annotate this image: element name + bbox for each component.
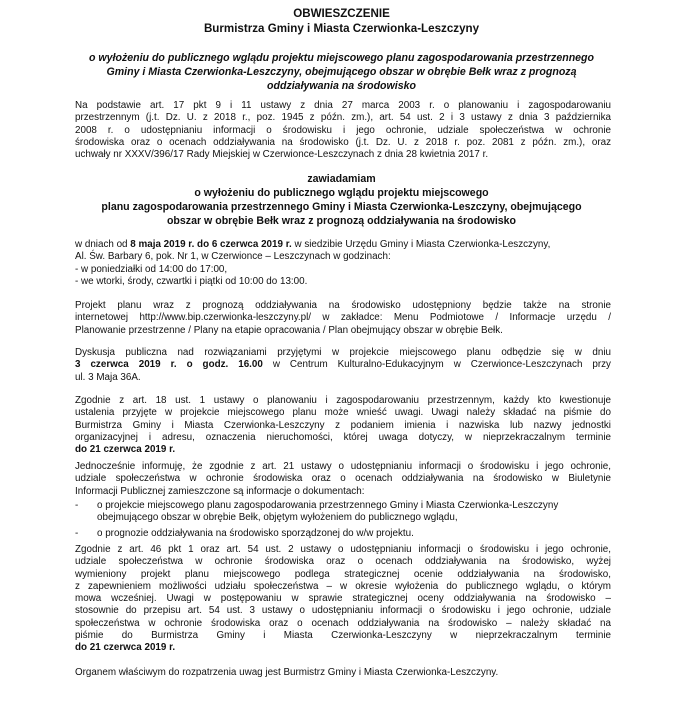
- online-line: Projekt planu wraz z prognozą oddziaływania na środowisko udostępniony będzie także na stronie: [75, 300, 611, 311]
- legal-basis-line: Na podstawie art. 17 pkt 9 i 11 ustawy z dnia 27 marca 2003 r. o planowaniu i zagospodarowaniu: [75, 100, 611, 111]
- legal-basis-line: 2008 r. o udostępnianiu informacji o środowisku i jego ochronie, udziale społeczeństwa w ochronie: [75, 124, 611, 136]
- document-title: OBWIESZCZENIE: [293, 7, 390, 20]
- bip-info-line: udziale społeczeństwa w ochronie środowiska oraz o ocenach oddziaływania na środowisko w Biuletynie: [75, 473, 611, 485]
- subject-line-2: Gminy i Miasta Czerwionka-Leszczyny, obejmującego obszar w obrębie Bełk wraz z prognozą: [106, 66, 577, 78]
- announce-word: zawiadamiam: [307, 173, 376, 185]
- subject-line-1: o wyłożeniu do publicznego wglądu projektu miejscowego planu zagospodarowania przestrzennego: [88, 52, 595, 64]
- discussion-date: 3 czerwca 2019 r. o godz. 16.00: [75, 359, 263, 371]
- issuer-title: Burmistrza Gminy i Miasta Czerwionka-Leszczyny: [203, 22, 480, 35]
- legal-basis-line: uchwały nr XXXV/396/17 Rady Miejskiej w Czerwionce-Leszczynach z dnia 28 kwietnia 2017 r.: [75, 149, 489, 161]
- bullet-line: obejmującego obszar w obrębie Bełk, objętym wyłożeniem do publicznego wglądu,: [97, 512, 458, 524]
- sea-line: udziale społeczeństwa w ochronie środowiska oraz o ocenach oddziaływania na środowisko, wyżej: [75, 556, 611, 568]
- sea-line: piśmie do Burmistrza Gminy i Miasta Czerwionka-Leszczyny w nieprzekraczalnym terminie: [75, 630, 611, 642]
- online-line: Planowanie przestrzenne / Plany na etapie opracowania / Plan obejmujący obszar w obrębie Bełk.: [75, 324, 503, 336]
- discussion-line: Dyskusja publiczna nad rozwiązaniami przyjętymi w projekcie miejscowego planu odbędzie się w dniu: [75, 347, 611, 358]
- bullet-line: o prognozie oddziaływania na środowisko sporządzonej do w/w projektu.: [97, 528, 414, 539]
- bullet-line: o projekcie miejscowego planu zagospodarowania przestrzennego Gminy i Miasta Czerwionka-Leszczyny: [97, 500, 559, 511]
- closing-line: Organem właściwym do rozpatrzenia uwag jest Burmistrz Gminy i Miasta Czerwionka-Leszczyny.: [75, 667, 499, 678]
- remarks-line: Zgodnie z art. 18 ust. 1 ustawy o planowaniu i zagospodarowaniu przestrzennym, każdy kto kwestionuje: [75, 395, 611, 406]
- sea-line: stosownie do przepisu art. 54 ust. 3 ustawy o udostępnianiu informacji o środowisku i jego ochronie, udziale: [75, 605, 611, 617]
- remarks-line: Burmistrza Gminy i Miasta Czerwionka-Leszczyny z podaniem imienia i nazwiska lub nazwy jednostki: [75, 419, 611, 431]
- sea-line: z zapewnieniem możliwości udziału społeczeństwa – w okresie wyłożenia do publicznego wglądu, o którym: [75, 580, 611, 592]
- announce-line-2: planu zagospodarowania przestrzennego Gminy i Miasta Czerwionka-Leszczyny, obejmującego: [101, 201, 582, 213]
- bullet-dash: -: [75, 528, 79, 539]
- subject-line-3: oddziaływania na środowisko: [267, 80, 416, 92]
- sea-paragraph: [75, 544, 611, 655]
- discussion-line: ul. 3 Maja 36A.: [75, 371, 141, 383]
- bip-info-line: Jednocześnie informuję, że zgodnie z art. 21 ustawy o udostępnianiu informacji o środowisku i jego ochronie,: [75, 461, 611, 472]
- closing-paragraph: [75, 667, 611, 679]
- list-item: [75, 528, 615, 541]
- legal-basis-line: przestrzennym (j.t. Dz. U. z 2018 r., poz. 1945 z późn. zm.), art. 54 ust. 2 i 3 ustawy z dnia 3 października: [75, 112, 611, 124]
- announce-line-1: o wyłożeniu do publicznego wglądu projektu miejscowego: [194, 187, 489, 199]
- exhibition-hours-tue-fri: - we wtorki, środy, czwartki i piątki od 10:00 do 13:00.: [75, 275, 308, 287]
- sea-line: społeczeństwa w ochronie środowiska oraz o ocenach oddziaływania na środowisko – należy składać na: [75, 617, 611, 629]
- sea-line: mowa wcześniej. Uwagi w postępowaniu w sprawie strategicznej oceny oddziaływania na środowisko –: [75, 593, 611, 605]
- bullet-dash: -: [75, 500, 79, 511]
- online-line: internetowej http://www.bip.czerwionka-leszczyny.pl/ w zakładce: Menu Podmiotowe / Informacje urzędu /: [75, 312, 611, 324]
- exhibition-dates-line: w dniach od 8 maja 2019 r. do 6 czerwca 2019 r. w siedzibie Urzędu Gminy i Miasta Czerwionka-Leszczyny,: [75, 239, 551, 250]
- remarks-line: organizacyjnej i adresu, oznaczenia nieruchomości, której uwaga dotyczy, w nieprzekraczalnym terminie: [75, 431, 611, 443]
- remarks-line: ustalenia przyjęte w projekcie miejscowego planu może wnieść uwagi. Uwagi należy składać na piśmie do: [75, 407, 611, 419]
- sea-line: wymieniony projekt planu miejscowego podlega strategicznej ocenie oddziaływania na środowisko,: [75, 568, 611, 580]
- bip-info-line: Informacji Publicznej zamieszczone są informacje o dokumentach:: [75, 485, 365, 497]
- legal-basis-paragraph: [75, 100, 611, 161]
- online-paragraph: [75, 300, 611, 337]
- exhibition-paragraph: [75, 239, 611, 288]
- bip-info-paragraph: [75, 461, 611, 498]
- list-item: [75, 500, 615, 526]
- legal-basis-line: środowiska oraz o ocenach oddziaływania na środowisko (j.t. Dz. U. z 2018 r. poz. 2081 z późn. zm.), oraz: [75, 136, 611, 148]
- remarks-paragraph: [75, 395, 611, 456]
- exhibition-dates: 8 maja 2019 r. do 6 czerwca 2019 r.: [130, 239, 292, 250]
- sea-line: Zgodnie z art. 46 pkt 1 oraz art. 54 ust. 2 ustawy o udostępnianiu informacji o środowisku i jego ochronie,: [75, 544, 611, 555]
- discussion-paragraph: [75, 347, 611, 384]
- exhibition-hours-mon: - w poniedziałki od 14:00 do 17:00,: [75, 263, 228, 275]
- remarks-deadline: do 21 czerwca 2019 r.: [75, 444, 176, 456]
- exhibition-address: Al. Św. Barbary 6, pok. Nr 1, w Czerwionce – Leszczynach w godzinach:: [75, 251, 391, 263]
- announce-line-3: obszar w obrębie Bełk wraz z prognozą oddziaływania na środowisko: [166, 215, 517, 227]
- discussion-line: 3 czerwca 2019 r. o godz. 16.00 w Centrum Kulturalno-Edukacyjnym w Czerwionce-Leszczynach przy: [75, 359, 611, 371]
- sea-deadline: do 21 czerwca 2019 r.: [75, 642, 176, 654]
